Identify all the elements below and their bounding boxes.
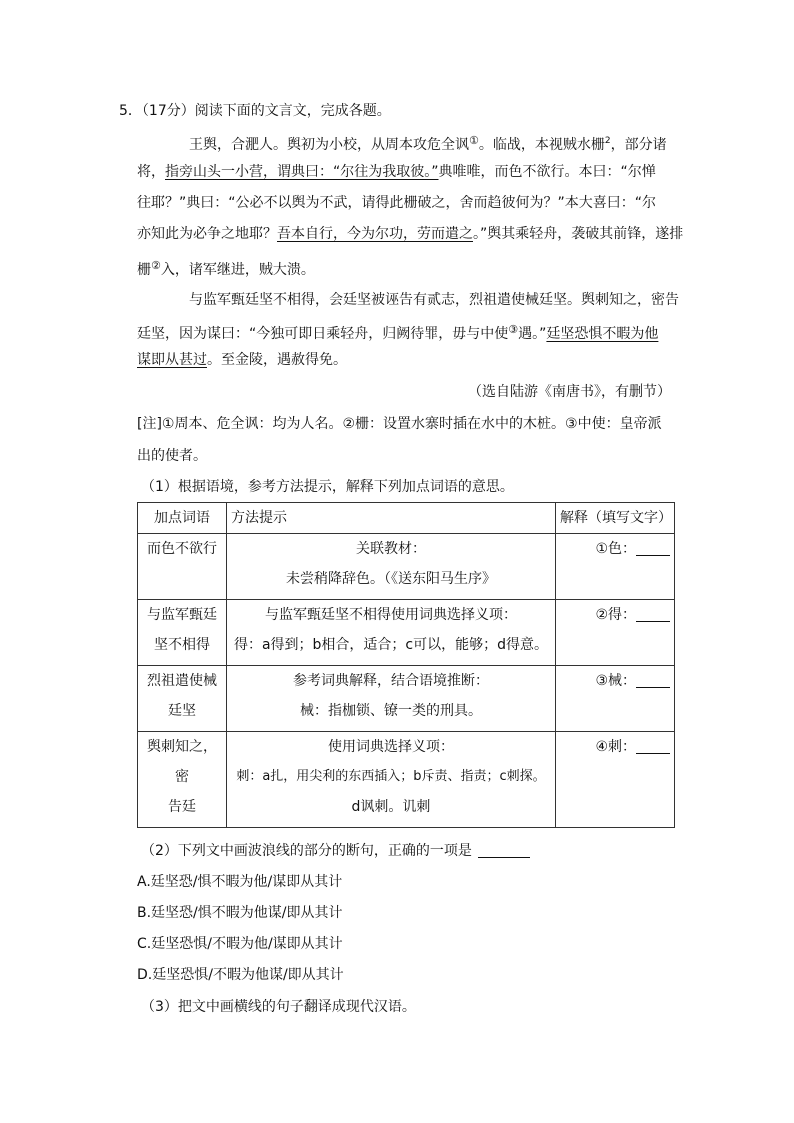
answer-cell: [556, 666, 675, 732]
answer-blank[interactable]: [636, 672, 670, 688]
answer-label: ①色：: [595, 541, 636, 557]
wavy-underlined-part: 谋即从甚过: [137, 352, 207, 368]
hint-text: 关联教材：: [356, 541, 426, 557]
passage-text: 入，诸军继进，贼大溃。: [160, 262, 315, 278]
table-header-row: [138, 503, 675, 534]
passage-line-2: [137, 162, 656, 182]
subquestion-2: [141, 841, 530, 861]
passage-text: 将，: [137, 164, 165, 180]
option-c: C.廷坚恐惧/不暇为他/谋即从其计: [137, 936, 343, 952]
passage-line-7: [137, 320, 658, 344]
word-text: 坚不相得: [154, 637, 210, 653]
header-cell: 解释（填写文字）: [556, 503, 675, 534]
table-row: [138, 732, 675, 828]
passage-text: 。”舆其乘轻舟，袭破其前锋，遂排: [473, 226, 684, 242]
answer-label: ④刺：: [595, 739, 636, 755]
answer-cell: [556, 534, 675, 600]
footnote-mark: ①: [469, 134, 479, 147]
footnote-mark: 2: [604, 136, 611, 146]
subquestion-2-text: （2）下列文中画波浪线的部分的断句，正确的一项是: [141, 843, 472, 859]
hint-text: 与监军甄廷坚不相得使用词典选择义项：: [265, 607, 517, 623]
word-explanation-table: [137, 502, 675, 828]
hint-cell: [227, 732, 556, 828]
option-a: A.廷坚恐/惧不暇为他/谋即从其计: [137, 874, 343, 890]
answer-blank[interactable]: [478, 843, 530, 858]
passage-text: 典唯唯，而色不欲行。本曰：“尔惮: [438, 164, 656, 180]
word-cell: [138, 666, 227, 732]
hint-text: 使用词典选择义项：: [328, 739, 454, 755]
answer-label: ②得：: [595, 607, 636, 623]
passage-text: 栅: [137, 262, 151, 278]
header-cell: 加点词语: [138, 503, 227, 534]
passage-text: 亦知此为必争之地耶？: [137, 226, 277, 242]
word-text: 烈祖遣使械: [147, 673, 217, 689]
word-cell: [138, 732, 227, 828]
passage-text: 遇。”: [518, 326, 547, 342]
passage-text: 。临战，本视贼水栅: [478, 137, 605, 153]
note-line-1: [注]①周本、危全讽：均为人名。②栅：设置水寨时插在水中的木桩。③中使：皇帝派: [137, 416, 662, 432]
hint-text: 械：指枷锁、镣一类的刑具。: [300, 703, 482, 719]
hint-cell: [227, 534, 556, 600]
hint-text: 未尝稍降辞色。（《送东阳马生序》: [286, 571, 496, 587]
table-row: [138, 600, 675, 666]
passage-line-8: [137, 350, 347, 370]
table-row: [138, 534, 675, 600]
source-citation: （选自陆游《南唐书》，有删节）: [468, 384, 671, 400]
answer-label: ③械：: [595, 673, 636, 689]
hint-text: 得：a得到；b相合，适合；c可以，能够；d得意。: [233, 637, 549, 653]
passage-text: 王舆，合淝人。舆初为小校，从周本攻危全讽: [189, 137, 469, 153]
word-cell: [138, 600, 227, 666]
question-header: 5．（17分）阅读下面的文言文，完成各题。: [119, 103, 391, 119]
passage-line-1: [189, 131, 667, 155]
passage-line-3: 往耶？”典曰：“公必不以舆为不武，请得此栅破之，舍而趋彼何为？”本大喜曰：“尔: [137, 195, 657, 211]
wavy-underlined-part: 廷坚恐惧不暇为他: [546, 326, 659, 342]
passage-text: 廷坚，因为谋曰：“今独可即日乘轻舟，归阙待罪，毋与中使: [137, 326, 509, 342]
table-row: [138, 666, 675, 732]
word-text: 舆刺知之，密: [147, 739, 217, 785]
answer-blank[interactable]: [636, 540, 670, 556]
word-text: 廷坚: [168, 703, 196, 719]
footnote-mark: ③: [508, 323, 519, 336]
footnote-mark: ②: [151, 259, 161, 272]
word-text: 告廷: [168, 799, 196, 815]
subquestion-1: （1）根据语境，参考方法提示，解释下列加点词语的意思。: [141, 479, 514, 495]
header-cell: 方法提示: [227, 503, 556, 534]
hint-text: 参考词典解释，结合语境推断：: [293, 673, 489, 689]
option-d: D.廷坚恐惧/不暇为他谋/即从其计: [137, 967, 344, 983]
hint-text: 刺：a扎，用尖利的东西插入；b斥责、指责；c刺探。: [236, 769, 546, 784]
underlined-sentence-1: 指旁山头一小营，谓典曰：“尔往为我取彼。”: [165, 164, 439, 180]
word-text: 而色不欲行: [147, 541, 217, 557]
hint-cell: [227, 666, 556, 732]
passage-line-6: 与监军甄廷坚不相得，会廷坚被诬告有贰志，烈祖遣使械廷坚。舆刺知之，密告: [189, 292, 679, 308]
option-b: B.廷坚恐/惧不暇为他谋/即从其计: [137, 905, 343, 921]
answer-cell: [556, 732, 675, 828]
passage-text: 。至金陵，遇赦得免。: [207, 352, 347, 368]
answer-cell: [556, 600, 675, 666]
note-line-2: 出的使者。: [137, 448, 207, 464]
hint-text: d讽刺。讥刺: [351, 799, 431, 815]
word-cell: [138, 534, 227, 600]
passage-line-5: [137, 256, 315, 280]
answer-blank[interactable]: [636, 738, 670, 754]
passage-line-4: [137, 224, 683, 244]
underlined-sentence-2: 吾本自行，今为尔功，劳而遣之: [277, 226, 473, 242]
subquestion-3: （3）把文中画横线的句子翻译成现代汉语。: [141, 999, 416, 1015]
passage-text: ，部分诸: [610, 137, 667, 153]
word-text: 与监军甄廷: [147, 607, 217, 623]
answer-blank[interactable]: [636, 606, 670, 622]
hint-cell: [227, 600, 556, 666]
